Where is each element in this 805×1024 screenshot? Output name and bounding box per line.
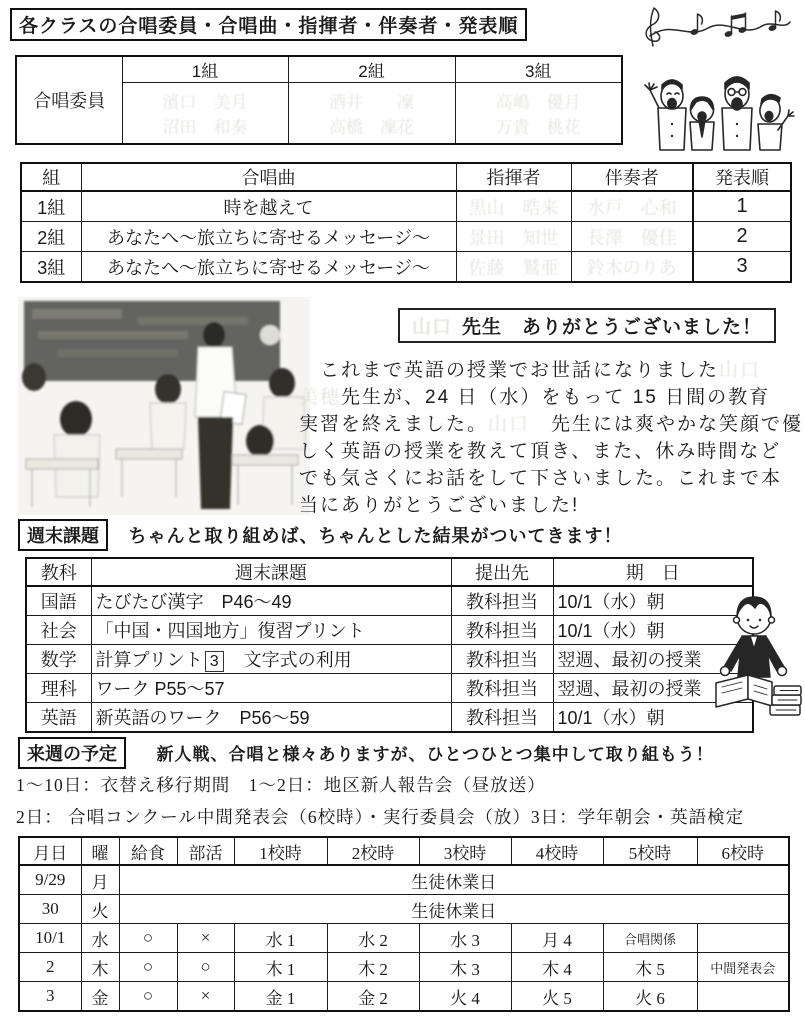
paragraph-line: これまで英語の授業でお世話になりました山口	[299, 360, 762, 381]
singing-children-illustration	[640, 52, 796, 152]
teacher-thanks-title: 山口 先生 ありがとうございました！	[398, 308, 776, 343]
committee-names-3: 高嶋 優月 万貴 桃花	[455, 83, 622, 145]
paragraph-line: 当にありがとうございました!	[299, 495, 580, 516]
holiday-span: 生徒休業日	[119, 895, 789, 924]
schedule-row-930: 30 火 生徒休業日	[19, 895, 789, 924]
homework-row-shakai: 社会 「中国・四国地方」復習プリント 教科担当 10/1（水）朝	[26, 616, 753, 645]
schedule-row-1003: 3 金 ○ × 金 1 金 2 火 4 火 5 火 6	[19, 982, 789, 1012]
next-week-heading	[18, 737, 714, 769]
schedule-table	[18, 836, 790, 1012]
next-week-label: 来週の予定	[18, 737, 126, 769]
holiday-span: 生徒休業日	[119, 865, 789, 895]
redacted-teacher-name: 山口	[412, 317, 453, 338]
chorus-header-class: 組	[21, 163, 81, 191]
schedule-note-line-2: 2日： 合唱コンクール中間発表会（6校時）・実行委員会（放）3日：学年朝会・英語検定	[16, 807, 745, 827]
committee-col-3: 3組	[455, 56, 622, 83]
weekend-homework-label: 週末課題	[18, 519, 108, 551]
next-week-catchphrase: 新人戦、合唱と様々ありますが、ひとつひとつ集中して取り組もう！	[156, 745, 714, 764]
chorus-header-order: 発表順	[693, 163, 791, 191]
schedule-note-line-1: 1～10日：衣替え移行期間 1～2日：地区新人報告会（昼放送）	[16, 775, 546, 795]
homework-row-eigo: 英語 新英語のワーク P56～59 教科担当 10/1（水）朝	[26, 703, 753, 733]
chorus-header-row	[21, 163, 791, 191]
committee-names-1: 濱口 美月 沼田 和奏	[122, 83, 288, 145]
homework-row-kokugo: 国語 たびたび漢字 P46～49 教科担当 10/1（水）朝	[26, 586, 753, 616]
homework-table	[25, 557, 754, 733]
reading-student-illustration	[712, 583, 804, 735]
boxed-number: 3	[205, 651, 224, 672]
committee-col-1: 1組	[122, 56, 288, 83]
committee-row-label: 合唱委員	[16, 56, 122, 144]
chorus-row-1: 1組 時を越えて 黒山 晧来 水戸 心和 1	[21, 191, 791, 222]
chorus-header-accompanist: 伴奏者	[571, 163, 693, 191]
schedule-header-row: 月日 曜 給食 部活 1校時 2校時 3校時 4校時 5校時 6校時	[19, 837, 789, 865]
homework-header-row: 教科 週末課題 提出先 期 日	[26, 558, 753, 586]
schedule-notes	[16, 769, 801, 833]
homework-row-sugaku: 数学 計算プリント 3 文字式の利用 教科担当 翌週、最初の授業	[26, 645, 753, 674]
paragraph-line: 美穂先生が、24 日（水）をもって 15 日間の教育	[299, 387, 771, 408]
committee-names-2: 酒井 凜 高橋 凜花	[288, 83, 455, 145]
chorus-row-3: 3組 あなたへ～旅立ちに寄せるメッセージ～ 佐藤 鷲亜 鈴木のりあ 3	[21, 252, 791, 283]
committee-header-row	[16, 56, 622, 83]
committee-table	[15, 55, 623, 145]
teacher-thanks-paragraph	[299, 357, 805, 519]
committee-col-2: 2組	[288, 56, 455, 83]
homework-row-rika: 理科 ワーク P55～57 教科担当 翌週、最初の授業	[26, 674, 753, 703]
chorus-row-2: 2組 あなたへ～旅立ちに寄せるメッセージ～ 景田 知世 長澤 優佳 2	[21, 222, 791, 252]
weekend-homework-heading	[18, 519, 622, 551]
weekend-homework-catchphrase: ちゃんと取り組めば、ちゃんとした結果がついてきます！	[128, 526, 623, 546]
paragraph-line: でも気さくにお話をして下さいました。これまで本	[299, 468, 783, 489]
chorus-header-conductor: 指揮者	[456, 163, 571, 191]
page-title	[10, 8, 527, 41]
classroom-photo	[18, 297, 310, 515]
schedule-row-929: 9/29 月 生徒休業日	[19, 865, 789, 895]
page-title-text: 各クラスの合唱委員・合唱曲・指揮者・伴奏者・発表順	[10, 8, 527, 41]
music-notes-icon	[636, 2, 796, 52]
chorus-table	[20, 162, 792, 283]
schedule-row-1001: 10/1 水 ○ × 水 1 水 2 水 3 月 4 合唱関係	[19, 924, 789, 953]
schedule-row-1002: 2 木 ○ ○ 木 1 木 2 木 3 木 4 木 5 中間発表会	[19, 953, 789, 982]
paragraph-line: しく英語の授業を教えて頂き、また、休み時間など	[299, 441, 782, 462]
paragraph-line: 実習を終えました。山口 先生には爽やかな笑顔で優	[299, 414, 804, 435]
chorus-header-song: 合唱曲	[81, 163, 456, 191]
